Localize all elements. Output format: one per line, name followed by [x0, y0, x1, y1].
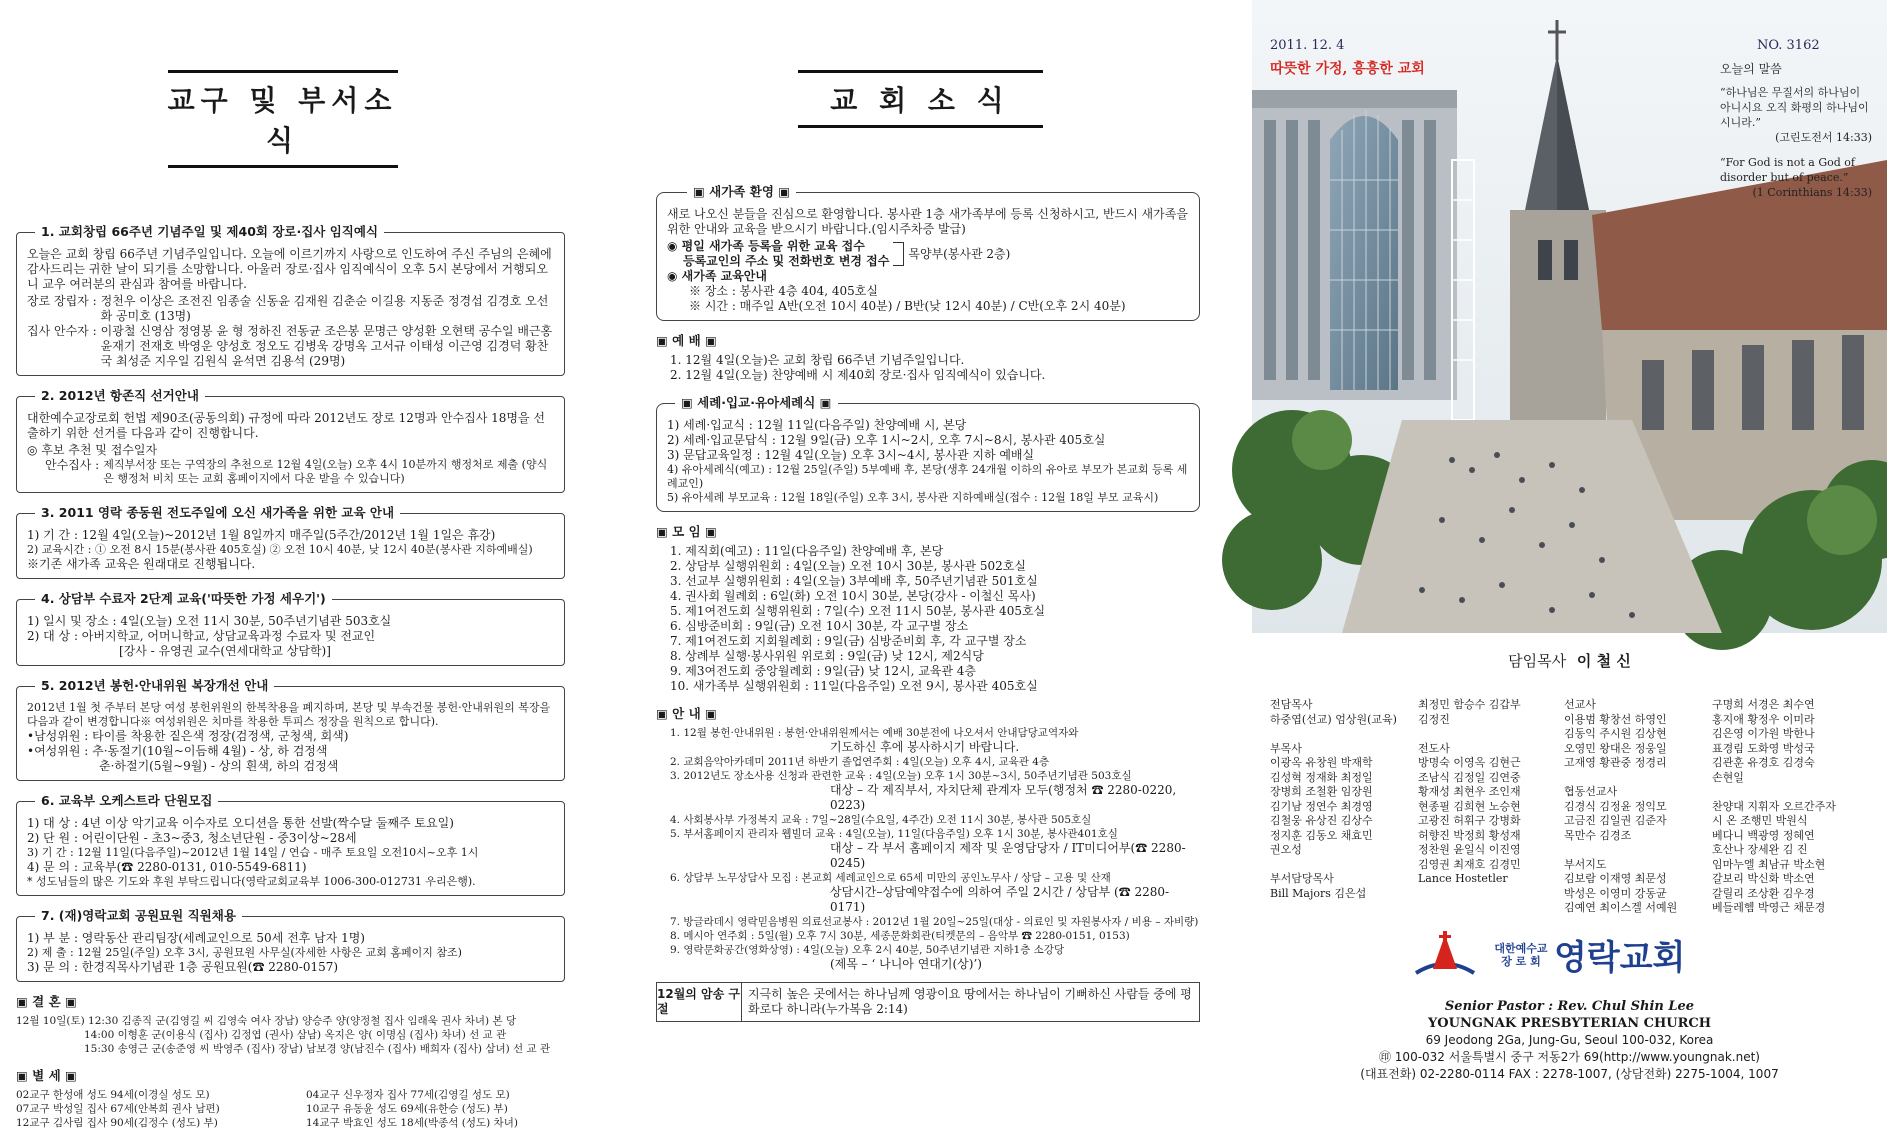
- notice-item: 9. 영락문화공간(영화상영) : 4일(오늘) 오후 2시 40분, 50주년기념관 지하1층 소강당: [670, 944, 1065, 956]
- bullet: ◉ 새가족 교육안내: [667, 269, 767, 283]
- notice-item: 기도하신 후에 봉사하시기 바랍니다.: [830, 740, 1020, 754]
- church-logo-icon: [1410, 931, 1480, 979]
- notice-item: 대상 – 각 제직부서, 자치단체 관계자 모두(행정처 ☎ 2280-0220, 0223): [830, 783, 1177, 812]
- staff-entry: 김기남 정연수 최경영: [1270, 799, 1373, 813]
- church-name-en: YOUNGNAK PRESBYTERIAN CHURCH: [1428, 1016, 1711, 1031]
- staff-entry: 전도사: [1418, 741, 1450, 755]
- staff-entry: Lance Hostetler: [1418, 872, 1508, 885]
- worship-heading: ▣ 예 배 ▣: [656, 333, 717, 348]
- line: 2) 대 상 : 아버지학교, 어머니학교, 상담교육과정 수료자 및 전교인: [27, 629, 376, 643]
- section-title: 6. 교육부 오케스트라 단원모집: [35, 793, 218, 808]
- funeral-item: 12교구 김사림 집사 90세(김정수 (성도) 부): [16, 1117, 218, 1129]
- funeral-item: 14교구 박효인 성도 18세(박종석 (성도) 차녀): [306, 1117, 518, 1129]
- notice-item: 3. 2012년도 장소사용 신청과 관련한 교육 : 4일(오늘) 오후 1시 30분~3시, 50주년기념관 503호실: [670, 770, 1132, 782]
- staff-entry: 김은영 이가원 박한나: [1712, 727, 1815, 740]
- meeting-item: 4. 권사회 월례회 : 6일(화) 오전 10시 30분, 본당(강사 - 이철신 목사): [670, 589, 1036, 603]
- section-title: ▣ 새가족 환영 ▣: [687, 184, 796, 199]
- staff-entry: 협동선교사: [1564, 785, 1618, 798]
- staff-entry: 장병희 조철환 임장원: [1270, 785, 1373, 798]
- notice-item: 5. 부서홈페이지 관리자 웹빌더 교육 : 4일(오늘), 11일(다음주일) 오후 1시 30분, 봉사관401호실: [670, 828, 1118, 840]
- staff-entry: [1418, 727, 1564, 742]
- notice-item: (제목 – ‘ 나니아 연대기(상)’): [830, 957, 982, 971]
- address-en: 69 Jeodong 2Ga, Jung-Gu, Seoul 100-032, Korea: [1425, 1033, 1714, 1047]
- section-text: 새로 나오신 분들을 진심으로 환영합니다. 봉사관 1층 새가족부에 등록 신청하시고, 반드시 새가족을 위한 안내와 교육을 받으시기 바랍니다.(임시주차증 발급): [667, 207, 1188, 236]
- staff-entry: 홍지애 황정우 이미라: [1712, 712, 1815, 726]
- staff-entry: 정찬원 윤일식 이진영: [1418, 843, 1521, 856]
- notice-item: 7. 방글라데시 영락믿음병원 의료선교봉사 : 2012년 1월 20일~25일(대상 - 의료인 및 자원봉사자 / 비용 – 자비량): [670, 916, 1199, 928]
- line: 1) 세례·입교식 : 12월 11일(다음주일) 찬양예배 시, 본당: [667, 418, 967, 432]
- staff-entry: 이용범 황창선 하영인: [1564, 712, 1667, 726]
- meetings-heading: ▣ 모 임 ▣: [656, 524, 717, 539]
- line: 1) 부 분 : 영락동산 관리팀장(세례교인으로 50세 전후 남자 1명): [27, 931, 365, 945]
- notice-item: 대상 – 각 부서 홈페이지 제작 및 운영담당자 / IT미디어부(☎ 2280-0245): [830, 841, 1186, 870]
- meeting-item: 5. 제1여전도회 실행위원회 : 7일(수) 오전 11시 50분, 봉사관 405호실: [670, 604, 1046, 618]
- staff-entry: 박성은 이영미 강동균: [1564, 886, 1667, 900]
- left-page-title: 교구 및 부서소식: [168, 70, 398, 168]
- section-orchestra: [16, 793, 565, 896]
- staff-entry: [1712, 785, 1872, 800]
- section-title: 3. 2011 영락 종동원 전도주일에 오신 새가족을 위한 교육 안내: [35, 505, 400, 520]
- staff-entry: 김경식 김정윤 정익모: [1564, 799, 1667, 813]
- staff-entry: 시 온 조행민 박원식: [1712, 814, 1808, 827]
- memory-verse-label: 12월의 암송 구절: [657, 983, 742, 1021]
- line: 2) 제 출 : 12월 25일(주일) 오후 3시, 공원묘원 사무실(자세한 사항은 교회 홈페이지 참조): [27, 946, 462, 959]
- staff-entry: 갈보리 박신화 박소연: [1712, 872, 1815, 885]
- line: ※ 시간 : 매주일 A반(오전 10시 40분) / B반(낮 12시 40분) / C반(오후 2시 40분): [689, 299, 1126, 313]
- section-new-family: [656, 184, 1200, 321]
- staff-entry: 목만수 김경조: [1564, 828, 1632, 842]
- deacons-list: 이광철 신영삼 정영봉 윤 형 정하진 전동균 조은봉 문명근 양성환 오현택 공수일 배근홍 윤재기 전재호 박영운 양성호 정오도 김병욱 강명옥 고서규 이태성 이근영 김경덕 황찬국 최성준 지우일 김원식 윤석면 김용석 (29명): [100, 324, 553, 368]
- line: 4) 문 의 : 교육부(☎ 2280-0131, 010-5549-6811): [27, 860, 307, 874]
- line: 4) 유아세례식(예고) : 12월 25일(주일) 5부예배 후, 본당(생후 24개월 이하의 유아로 부모가 본교회 등록 세례교인): [667, 463, 1188, 490]
- issue-number: NO. 3162: [1757, 38, 1820, 53]
- staff-entry: 김보람 이재영 최문성: [1564, 872, 1667, 885]
- daily-word-title: 오늘의 말씀: [1720, 62, 1782, 76]
- section-title: ▣ 세례·입교·유아세례식 ▣: [675, 395, 838, 410]
- section-title: 7. (재)영락교회 공원묘원 직원채용: [35, 908, 242, 923]
- senior-pastor-line: [1252, 650, 1887, 671]
- funeral-item: 10교구 유동윤 성도 69세(유한승 (성도) 부): [306, 1103, 508, 1115]
- elders-list: 정천우 이상은 조전진 임종술 신동윤 김재원 김춘순 이길용 지동준 정경섭 김경호 오선화 공미호 (13명): [100, 294, 549, 323]
- verse-korean-ref: (고린도전서 14:33): [1775, 131, 1872, 144]
- staff-entry: Bill Majors 김은섭: [1270, 886, 1367, 900]
- brace: [893, 242, 904, 266]
- staff-entry: 갈릴리 조상환 김우경: [1712, 886, 1815, 900]
- staff-entry: 김예연 최이스겔 서예원: [1564, 901, 1678, 914]
- staff-entry: [1270, 858, 1418, 873]
- meetings-list: [640, 544, 1200, 694]
- section-baptism: [656, 395, 1200, 512]
- line: 3) 문답교육일정 : 12월 4일(오늘) 오후 3시~4시, 봉사관 지하 예배실: [667, 448, 1035, 462]
- section-newfamily-education: [16, 505, 565, 579]
- verse-english: “For God is not a God of disorder but of peace.”: [1720, 156, 1855, 184]
- line: •여성위원 : 추·동절기(10월~이듬해 4월) - 상, 하 검정색: [27, 744, 328, 758]
- verse-korean: “하나님은 무질서의 하나님이 아니시요 오직 화평의 하나님이시니라.”: [1720, 86, 1869, 129]
- staff-entry: 손현일: [1712, 770, 1744, 784]
- staff-entry: 부목사: [1270, 741, 1302, 755]
- staff-entry: 베들레헴 박영근 채문경: [1712, 901, 1826, 914]
- meeting-item: 1. 제직회(예고) : 11일(다음주일) 찬양예배 후, 본당: [670, 544, 944, 558]
- staff-entry: 고광진 허휘구 강병화: [1418, 814, 1521, 827]
- staff-column: [1564, 698, 1712, 916]
- church-contact: [1252, 998, 1887, 1083]
- brace-label: 목양부(봉사관 2층): [908, 246, 1011, 261]
- section-dress-code: [16, 678, 565, 781]
- list-item: 1. 12월 4일(오늘)은 교회 창립 66주년 기념주일입니다.: [670, 353, 965, 367]
- line: 2) 단 원 : 어린이단원 - 초3~중3, 청소년단원 - 중3이상~28세: [27, 831, 357, 845]
- staff-entry: [1564, 771, 1712, 786]
- staff-entry: 전담목사: [1270, 698, 1313, 711]
- staff-entry: 고재영 황관중 정경리: [1564, 756, 1667, 769]
- section-text: 오늘은 교회 창립 66주년 기념주일입니다. 오늘에 이르기까지 사랑으로 인도하여 주신 주님의 은혜에 감사드리는 귀한 날이 되기를 소망합니다. 아울러 장로·집사 임직예식이 오후 5시 본당에서 거행되오니 교우 여러분의 관심과 참여를 바랍니다.: [27, 247, 552, 291]
- staff-entry: 권오성: [1270, 843, 1302, 856]
- wedding-row: 15:30 송영근 군(송준영 씨 박영주 (집사) 장남) 남보경 양(남진수 (집사) 배희자 (집사) 삼녀) 선 교 관: [84, 1043, 551, 1055]
- line: ※ 장소 : 봉사관 4층 404, 405호실: [689, 284, 878, 298]
- section-anniversary: [16, 224, 565, 376]
- staff-column: [1712, 698, 1872, 916]
- line: 1) 기 간 : 12월 4일(오늘)~2012년 1월 8일까지 매주일(5주간/2012년 1월 1일은 휴강): [27, 528, 496, 542]
- meeting-item: 7. 제1여전도회 지회월례회 : 9일(금) 심방준비회 후, 각 교구별 장소: [670, 634, 1027, 648]
- church-logo: [1410, 930, 1685, 979]
- line: •남성위원 : 타이를 착용한 짙은색 정장(검정색, 군청색, 회색): [27, 729, 349, 743]
- daily-word: [1720, 62, 1872, 200]
- staff-entry: 고금진 김일권 김준자: [1564, 814, 1667, 827]
- staff-roster: [1270, 698, 1872, 916]
- sub-heading: ◎ 후보 추천 및 접수일자: [27, 443, 158, 457]
- list-item: 2. 12월 4일(오늘) 찬양예배 시 제40회 장로·집사 임직예식이 있습니다.: [670, 368, 1046, 382]
- staff-entry: 김정진: [1418, 712, 1450, 726]
- staff-entry: 찬양대 지휘자 오르간주자: [1712, 799, 1836, 813]
- bullet: ◉ 평일 새가족 등록을 위한 교육 접수: [667, 239, 865, 253]
- staff-entry: 방명숙 이영옥 김현근: [1418, 756, 1521, 769]
- funeral-item: 04교구 신우정자 집사 77세(김영길 성도 모): [306, 1089, 510, 1101]
- staff-entry: 선교사: [1564, 698, 1596, 711]
- address-ko: ㊞ 100-032 서울특별시 중구 저동2가 69(http://www.youngnak.net): [1378, 1050, 1760, 1064]
- notice-item: 2. 교회음악아카데미 2011년 하반기 졸업연주회 : 4일(오늘) 오후 4시, 교육관 4층: [670, 756, 1050, 768]
- staff-entry: 김동익 주시원 김상현: [1564, 727, 1667, 740]
- wedding-row: 12월 10일(토) 12:30 김종직 군(김영길 씨 김영숙 여사 장남) 양승주 양(양정철 집사 임래욱 권사 차녀) 본 당: [16, 1015, 517, 1027]
- staff-entry: 김성혁 정재화 최정일: [1270, 770, 1373, 784]
- staff-entry: 김관훈 유경호 김경숙: [1712, 756, 1815, 769]
- line: 3) 기 간 : 12월 11일(다음주일)~2012년 1월 14일 / 연습 - 매주 토요일 오전10시~오후 1시: [27, 846, 479, 859]
- notice-item: 4. 사회봉사부 가정복지 교육 : 7일~28일(수요일, 4주간) 오전 11시 30분, 봉사관 505호실: [670, 814, 1092, 826]
- meeting-item: 10. 새가족부 실행위원회 : 11일(다음주일) 오전 9시, 봉사관 405호실: [670, 679, 1038, 693]
- notice-item: 6. 상담부 노무상담사 모집 : 본교회 세례교인으로 65세 미만의 공인노무사 / 상담 – 고용 및 산재: [670, 872, 1111, 884]
- staff-entry: 허향진 박정희 황성재: [1418, 828, 1521, 842]
- left-page: [0, 0, 565, 1129]
- meeting-item: 3. 선교부 실행위원회 : 4일(오늘) 3부예배 후, 50주년기념관 501호실: [670, 574, 1038, 588]
- section-election: [16, 388, 565, 493]
- section-hiring: [16, 908, 565, 982]
- meeting-item: 9. 제3여전도회 중앙월례회 : 9일(금) 낮 12시, 교육관 4층: [670, 664, 977, 678]
- item-text: 제직부서장 또는 구역장의 추천으로 12월 4일(오늘) 오후 4시 10분까지 행정처로 제출 (양식은 행정처 비치 또는 교회 홈페이지에서 다운 받을 수 있습니다): [103, 458, 548, 485]
- label: 장로 장립자 :: [27, 294, 97, 308]
- line: 1) 일시 및 장소 : 4일(오늘) 오전 11시 30분, 50주년기념관 503호실: [27, 614, 392, 628]
- staff-column: [1270, 698, 1418, 916]
- notice-item: 8. 메시아 연주회 : 5일(월) 오후 7시 30분, 세종문화회관(티켓문의 – 음악부 ☎ 2280-0151, 0153): [670, 930, 1130, 942]
- staff-entry: 이광옥 유창원 박재학: [1270, 756, 1373, 769]
- staff-entry: 현종필 김희현 노승현: [1418, 799, 1521, 813]
- verse-english-ref: (1 Corinthians 14:33): [1752, 186, 1872, 199]
- line: 5) 유아세례 부모교육 : 12월 18일(주일) 오후 3시, 봉사관 지하예배실(접수 : 12월 18일 부모 교육시): [667, 491, 1159, 504]
- line: * 성도님들의 많은 기도와 후원 부탁드립니다(영락교회교육부 1006-300-012731 우리은행).: [27, 875, 476, 888]
- section-text: 2012년 1월 첫 주부터 본당 여성 봉헌위원의 한복착용을 폐지하며, 본당 및 부속건물 봉헌·안내위원의 복장을 다음과 같이 변경합니다※ 여성위원은 치마를 착용한 투피스 정장을 원칙으로 합니다).: [27, 701, 551, 728]
- memory-verse-box: [656, 982, 1200, 1022]
- funeral-item: 02교구 한성애 성도 94세(이경실 성도 모): [16, 1089, 210, 1101]
- line: 2) 세례·입교문답식 : 12월 9일(금) 오후 1시~2시, 오후 7시~8시, 봉사관 405호실: [667, 433, 1106, 447]
- staff-entry: 구명희 서경은 최수연: [1712, 698, 1815, 711]
- staff-entry: 김철웅 유상진 김상수: [1270, 814, 1373, 827]
- label: 집사 안수자 :: [27, 324, 97, 338]
- pastor-name: 이 철 신: [1576, 652, 1631, 670]
- wedding-heading: ▣ 결 혼 ▣: [16, 994, 77, 1009]
- staff-entry: 최정민 함승수 김갑부: [1418, 698, 1521, 711]
- logo-church-name: 영락교회: [1554, 938, 1686, 978]
- notice-item: 1. 12월 봉헌·안내위원 : 봉헌·안내위원께서는 예배 30분전에 나오셔서 안내담당교역자와: [670, 727, 1079, 739]
- meeting-item: 6. 심방준비회 : 9일(금) 오전 10시 30분, 각 교구별 장소: [670, 619, 969, 633]
- staff-entry: 표경림 도화영 박성국: [1712, 741, 1815, 755]
- line: 2) 교육시간 : ① 오전 8시 15분(봉사관 405호실) ② 오전 10시 40분, 낮 12시 40분(봉사관 지하예배실): [27, 543, 533, 556]
- middle-page-title: 교 회 소 식: [798, 70, 1043, 128]
- line: 3) 문 의 : 한경직목사기념관 1층 공원묘원(☎ 2280-0157): [27, 960, 339, 974]
- staff-entry: 부서담당목사: [1270, 872, 1334, 885]
- section-title: 1. 교회창립 66주년 기념주일 및 제40회 장로·집사 임직예식: [35, 224, 384, 239]
- staff-entry: 부서지도: [1564, 857, 1607, 871]
- section-title: 4. 상담부 수료자 2단계 교육('따뜻한 가정 세우기'): [35, 591, 332, 606]
- funeral-list: [0, 1088, 565, 1130]
- slogan: 따뜻한 가정, 흥흥한 교회: [1270, 61, 1425, 77]
- staff-entry: 임마누엘 최남규 박소현: [1712, 857, 1826, 871]
- staff-entry: [1564, 843, 1712, 858]
- staff-entry: 오영민 왕대은 정웅일: [1564, 741, 1667, 755]
- staff-entry: 베다니 백광영 정혜연: [1712, 828, 1815, 842]
- section-title: 2. 2012년 항존직 선거안내: [35, 388, 205, 403]
- wedding-row: 14:00 이형훈 군(이용식 (집사) 김정엽 (권사) 삼남) 옥지은 양( 이명심 (집사) 차녀) 선 교 관: [84, 1029, 507, 1041]
- section-text: 대한예수교장로회 헌법 제90조(공동의회) 규정에 따라 2012년도 장로 12명과 안수집사 18명을 선출하기 위한 선거를 다음과 같이 진행합니다.: [27, 411, 545, 440]
- pastor-label: 담임목사: [1508, 652, 1567, 670]
- staff-entry: 정지훈 김동오 채효민: [1270, 828, 1373, 842]
- memory-verse-text: 지극히 높은 곳에서는 하나님께 영광이요 땅에서는 하나님이 기뻐하신 사람들 중에 평화로다 하니라(누가복음 2:14): [748, 987, 1192, 1016]
- logo-denomination: 대한예수교 장 로 회: [1494, 941, 1548, 968]
- meeting-item: 2. 상담부 실행위원회 : 4일(오늘) 오전 10시 30분, 봉사관 502호실: [670, 559, 1026, 573]
- senior-pastor-en: Senior Pastor : Rev. Chul Shin Lee: [1444, 999, 1695, 1014]
- label: 안수집사 :: [45, 458, 100, 472]
- staff-entry: 하중엽(선교) 엄상원(교육): [1270, 712, 1397, 726]
- funeral-item: 07교구 박성일 집사 67세(안복희 권사 남편): [16, 1103, 220, 1115]
- notice-heading: ▣ 안 내 ▣: [656, 706, 717, 721]
- phone-numbers: (대표전화) 02-2280-0114 FAX : 2278-1007, (상담전화) 2275-1004, 1007: [1360, 1067, 1779, 1081]
- funeral-heading: ▣ 별 세 ▣: [16, 1068, 77, 1083]
- staff-entry: 황재성 최현우 조인재: [1418, 785, 1521, 798]
- meeting-item: 8. 상례부 실행·봉사위원 위로회 : 9일(금) 낮 12시, 제2식당: [670, 649, 984, 663]
- notice-list: [640, 726, 1200, 972]
- line: 1) 대 상 : 4년 이상 악기교육 이수자로 오디션을 통한 선발(짝수달 둘째주 토요일): [27, 816, 454, 830]
- line: 춘·하절기(5월~9월) - 상의 흰색, 하의 검정색: [99, 759, 339, 773]
- staff-column: [1418, 698, 1564, 916]
- section-counseling: [16, 591, 565, 666]
- middle-page: [640, 0, 1200, 1092]
- line: ※기존 새가족 교육은 원래대로 진행됩니다.: [27, 557, 256, 571]
- bullet: 등록교인의 주소 및 전화번호 변경 접수: [683, 254, 890, 268]
- section-title: 5. 2012년 봉헌·안내위원 복장개선 안내: [35, 678, 274, 693]
- line: [강사 - 유영권 교수(연세대학교 상담학)]: [119, 644, 331, 658]
- notice-item: 상담시간–상담예약접수에 의하여 주일 2시간 / 상담부 (☎ 2280-0171): [830, 885, 1170, 914]
- issue-date: 2011. 12. 4: [1270, 38, 1345, 53]
- staff-entry: [1270, 727, 1418, 742]
- staff-entry: 호산나 장세완 김 진: [1712, 843, 1808, 856]
- staff-entry: 김영권 최재호 김경민: [1418, 857, 1521, 871]
- staff-entry: 조남식 김정일 김연중: [1418, 770, 1521, 784]
